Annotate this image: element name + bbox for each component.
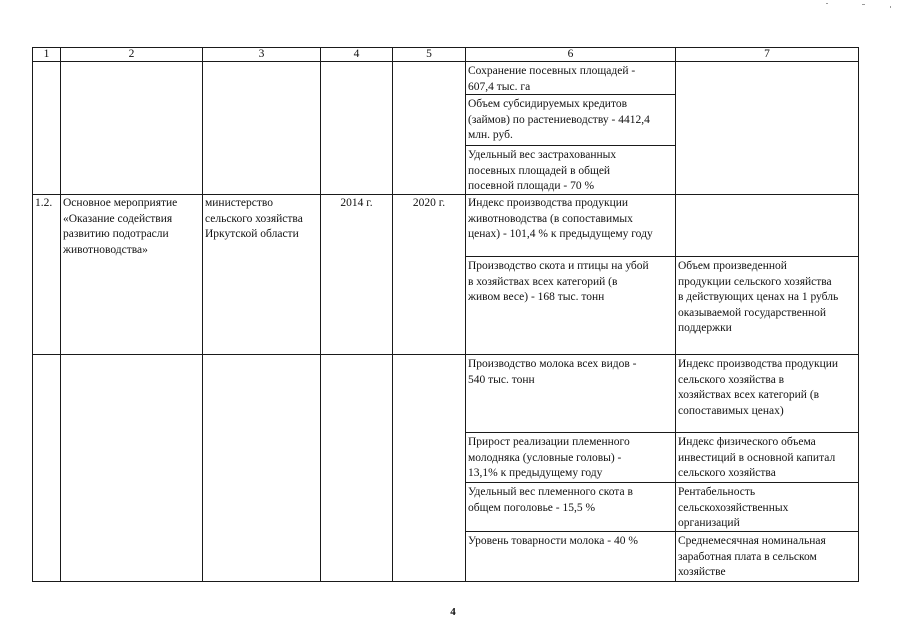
table-rule — [465, 145, 675, 146]
table-rule — [320, 47, 321, 582]
indicator-cell: Объем субсидируемых кредитов (займов) по растениеводству - 4412,4 млн. руб. — [468, 98, 650, 141]
indicator-cell: Индекс производства продукции животноводства (в сопоставимых ценах) - 101,4 % к предыдущему году — [468, 197, 653, 240]
indicator-cell: Удельный вес племенного скота в общем поголовье - 15,5 % — [468, 486, 633, 514]
indicator-cell: Уровень товарности молока - 40 % — [468, 535, 638, 547]
table-rule — [32, 47, 33, 582]
column-header-7: 7 — [764, 48, 770, 60]
table-rule — [675, 47, 676, 582]
page-number: 4 — [450, 606, 456, 618]
table-rule — [465, 482, 859, 483]
table-rule — [60, 47, 61, 582]
column-header-4: 4 — [353, 48, 360, 60]
start-year: 2014 г. — [340, 197, 373, 209]
target-indicator-cell: Объем произведенной продукции сельского хозяйства в действующих ценах на 1 рубль оказываемой государственной поддержки — [678, 260, 839, 334]
indicator-cell: Сохранение посевных площадей - 607,4 тыс. га — [468, 65, 636, 93]
measure-name: Основное мероприятие «Оказание содействия развитию подотрасли животноводства» — [63, 197, 178, 256]
target-indicator-cell: Среднемесячная номинальная заработная плата в сельском хозяйстве — [678, 535, 826, 578]
table-rule — [392, 47, 393, 582]
column-header-3: 3 — [258, 48, 265, 60]
target-indicator-cell: Индекс физического объема инвестиций в основной капитал сельского хозяйства — [678, 436, 836, 479]
table-rule — [32, 581, 859, 582]
indicator-cell: Производство скота и птицы на убой в хозяйствах всех категорий (в живом весе) - 168 тыс. тонн — [468, 260, 649, 303]
row-number: 1.2. — [35, 197, 53, 209]
column-header-5: 5 — [426, 48, 432, 60]
end-year: 2020 г. — [412, 197, 446, 209]
table-rule — [465, 256, 859, 257]
table-rule — [858, 47, 859, 582]
table-rule — [32, 194, 859, 195]
indicator-cell: Удельный вес застрахованных посевных площадей в общей посевной площади - 70 % — [468, 149, 617, 192]
table-rule — [465, 432, 859, 433]
column-header-1: 1 — [43, 48, 50, 60]
table-rule — [32, 61, 859, 62]
table-rule — [32, 354, 859, 355]
column-header-2: 2 — [128, 48, 135, 60]
target-indicator-cell: Рентабельность сельскохозяйственных организаций — [678, 486, 789, 529]
table-rule — [202, 47, 203, 582]
indicator-cell: Прирост реализации племенного молодняка (условные головы) - 13,1% к предыдущему году — [468, 436, 630, 479]
executor-name: министерство сельского хозяйства Иркутской области — [205, 197, 303, 240]
target-indicator-cell: Индекс производства продукции сельского хозяйства в хозяйствах всех категорий (в сопоставимых ценах) — [678, 358, 839, 417]
column-header-6: 6 — [567, 48, 574, 60]
indicator-cell: Производство молока всех видов - 540 тыс. тонн — [468, 358, 637, 386]
table-rule — [465, 47, 466, 582]
